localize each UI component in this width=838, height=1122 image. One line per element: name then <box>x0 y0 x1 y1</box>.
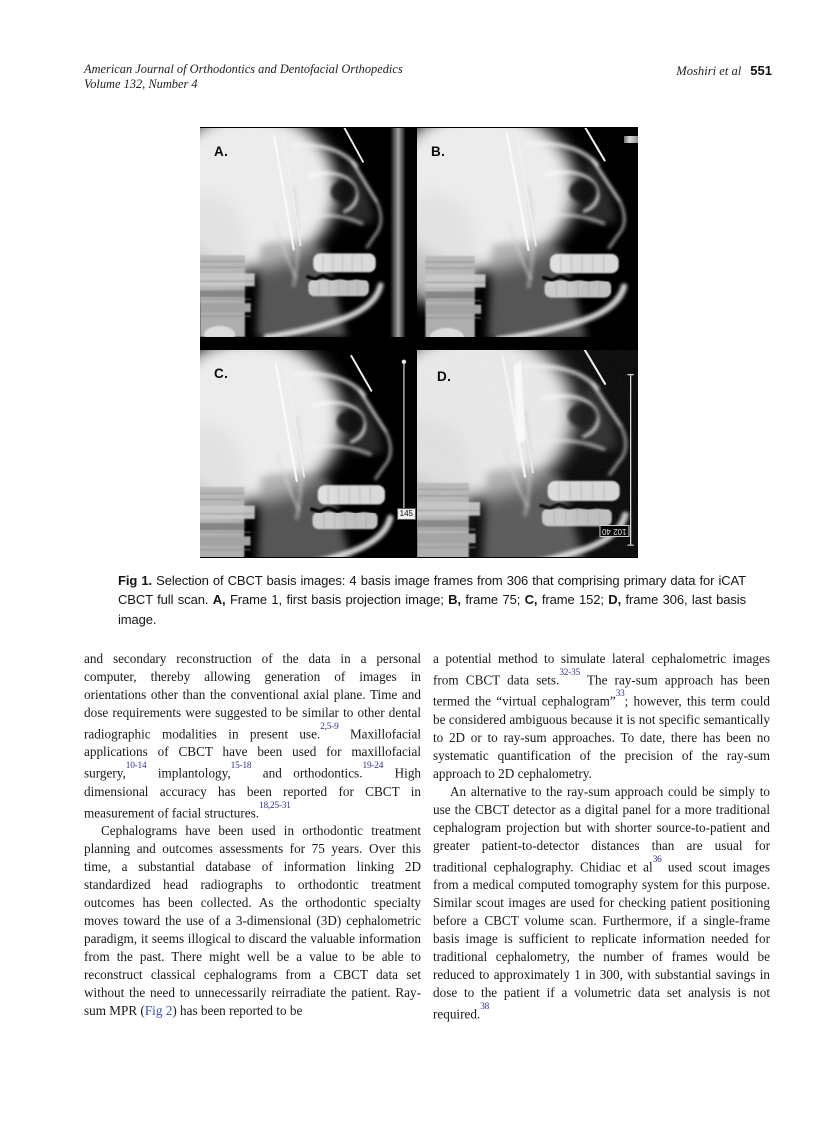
measurement-value-tag: 102 40 <box>599 525 629 537</box>
caption-bold-label: D, <box>608 592 622 608</box>
paragraph <box>84 822 421 1020</box>
text-run: ; however, this term could be considered ambiguous because it is not specific semantically to 2D or to ray-sum approaches. To date, there has been no systematic quantification of the precision of the ray-sum approach to 2D cephalometry. <box>433 693 770 781</box>
text-run: The ray-sum approach has been termed the “virtual cephalogram” <box>433 672 770 709</box>
xray-panel-b <box>417 128 638 337</box>
reference-superscript[interactable]: 10-14 <box>125 761 147 772</box>
xray-panel-d <box>417 350 638 557</box>
reference-superscript[interactable]: 18,25-31 <box>259 800 291 811</box>
measurement-value-tag: 145 <box>397 508 416 520</box>
figure-cross-reference-link[interactable]: Fig 2 <box>144 1003 173 1019</box>
text-run: and orthodontics. <box>251 765 363 781</box>
text-run: frame 152; <box>537 592 609 608</box>
text-run: ) has been reported to be <box>172 1003 303 1019</box>
panel-label-d: D. <box>437 369 452 384</box>
reference-superscript[interactable]: 32-35 <box>559 667 581 678</box>
text-run: An alternative to the ray-sum approach could be simply to use the CBCT detector as a digital panel for a more traditional cephalogram projection but with shorter source-to-patient and greater patient-to-detector distances than are usual for traditional cephalography. Chidiac et al <box>433 783 770 875</box>
reference-superscript[interactable]: 2,5-9 <box>320 721 339 732</box>
author-names: Moshiri et al <box>676 64 742 78</box>
body-text <box>84 650 770 1024</box>
journal-name: American Journal of Orthodontics and Dentofacial Orthopedics <box>84 62 403 76</box>
text-run: used scout images from a medical computed tomography system for this purpose. Similar scout images are used for checking patient positioning before a CBCT volume scan. Furthermore, if a single-frame basis image is sufficient to replicate information needed for traditional cephalometry, the number of frames would be reduced to approximately 1 in 300, with substantial savings in dose to the patient if a volumetric data set analysis is not required. <box>433 859 770 1022</box>
text-run: implantology, <box>146 765 231 781</box>
xray-panel-c <box>200 350 412 557</box>
reference-superscript[interactable]: 36 <box>652 854 662 865</box>
text-run: a potential method to simulate lateral cephalometric images from CBCT data sets. <box>433 651 770 688</box>
running-head <box>676 62 772 79</box>
caption-bold-label: A, <box>212 592 226 608</box>
panel-label-c: C. <box>214 366 229 381</box>
panel-label-a: A. <box>214 144 229 159</box>
text-run: Selection of CBCT basis images: 4 basis image frames from 306 that comprising primary data for iCAT CBCT full scan. <box>118 573 746 608</box>
paragraph <box>433 650 770 783</box>
journal-citation <box>84 62 403 92</box>
text-run: and secondary reconstruction of the data in a personal computer, thereby allowing generation of images in orientations other than the conventional axial plane. Time and dose requirements were suggested to be similar to other dental radiographic modalities in present use. <box>84 651 421 742</box>
left-column <box>84 650 421 1024</box>
panel-label-b: B. <box>431 144 446 159</box>
detector-edge-band <box>390 128 405 337</box>
right-column <box>433 650 770 1024</box>
paragraph <box>433 783 770 1024</box>
figure-1 <box>200 127 638 558</box>
text-run: Frame 1, first basis projection image; <box>225 592 449 608</box>
text-run: Cephalograms have been used in orthodontic treatment planning and outcomes assessments for 75 years. Over this time, a substantial database of information linking 2D standardized head radiographs to orthodontic treatment outcomes has been collected. As the orthodontic specialty moves toward the use of a 3-dimensional (3D) cephalometric paradigm, it seems illogical to discard the valuable information from the past. There might well be a value to be able to reconstruct classical cephalograms from a CBCT data set without the need to unnecessarily reirradiate the patient. Ray-sum MPR ( <box>84 823 421 1019</box>
reference-superscript[interactable]: 15-18 <box>230 761 252 772</box>
text-run: frame 75; <box>460 592 525 608</box>
paragraph <box>84 650 421 822</box>
page-header <box>84 62 772 92</box>
figure-1-caption <box>118 571 746 629</box>
text-run: Maxillofacial applications of CBCT have been used for maxillofacial surgery, <box>84 726 421 781</box>
reference-superscript[interactable]: 19-24 <box>362 761 384 772</box>
xray-panel-a <box>200 128 405 337</box>
caption-bold-label: Fig 1. <box>118 573 152 588</box>
image-marker-chip <box>624 136 638 143</box>
reference-superscript[interactable]: 38 <box>480 1001 490 1012</box>
text-run: High dimensional accuracy has been reported for CBCT in measurement of facial structures. <box>84 765 421 821</box>
caption-bold-label: C, <box>524 592 538 608</box>
cephalogram-xray-image <box>200 350 412 557</box>
cephalogram-xray-image <box>200 128 405 337</box>
page-number: 551 <box>750 63 772 78</box>
text-run: frame 306, last basis image. <box>118 592 746 627</box>
caption-bold-label: B, <box>448 592 461 608</box>
reference-superscript[interactable]: 33 <box>615 689 625 700</box>
journal-issue: Volume 132, Number 4 <box>84 77 198 91</box>
cephalogram-xray-image <box>417 128 638 337</box>
